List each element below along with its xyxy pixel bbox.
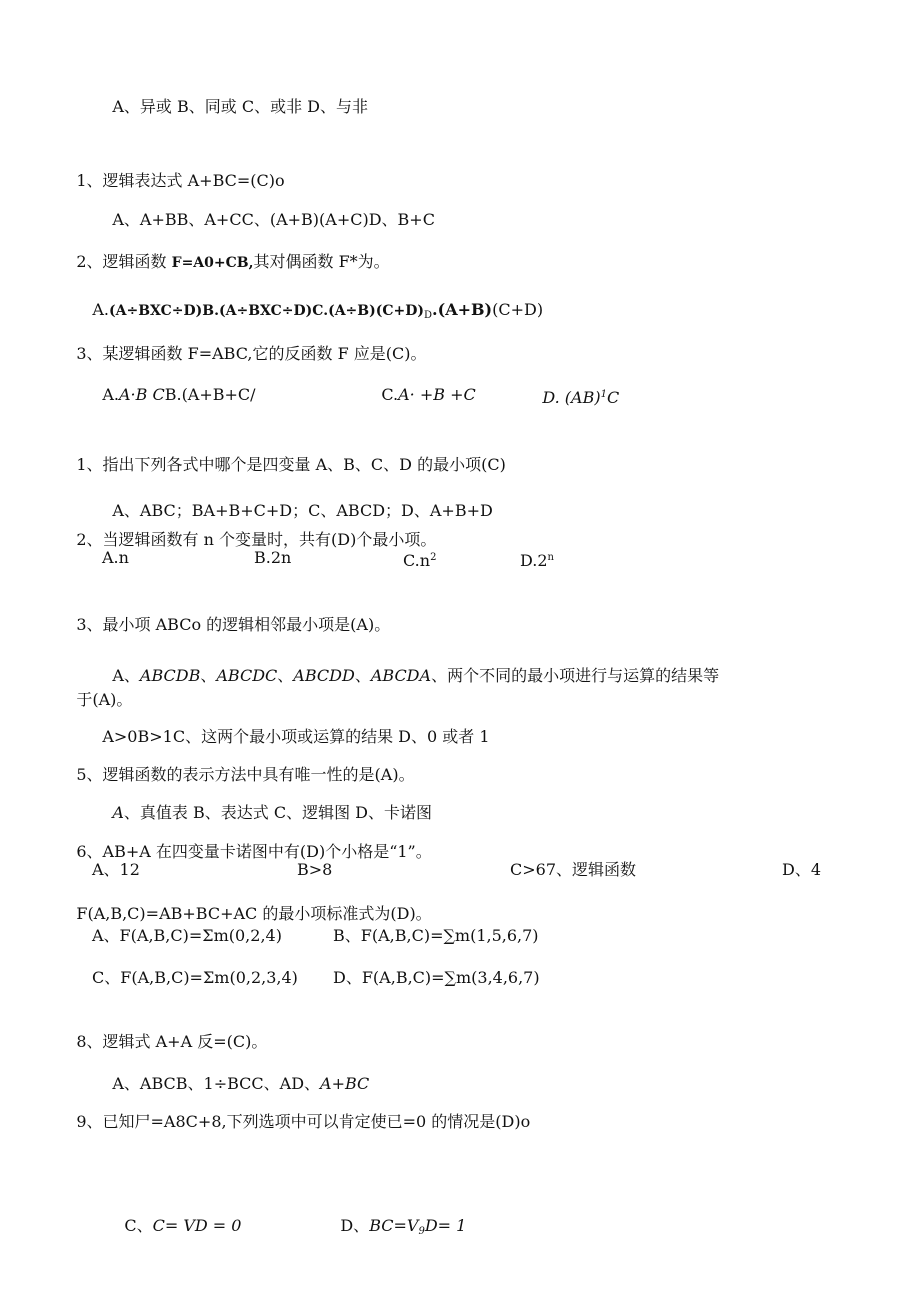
separator: 、 [354, 666, 371, 685]
option-c-n2 [403, 548, 436, 571]
option-c [361, 365, 476, 425]
option-a-12 [92, 860, 140, 880]
question-text: 5、逻辑函数的表示方法中具有唯一性的是(A)。 [76, 765, 415, 784]
function-expression: F=A0+CB, [171, 255, 254, 271]
options-line-6 [92, 646, 719, 706]
question-text: 、两个不同的最小项进行与运算的结果等 [431, 666, 720, 685]
option-expr: ABCDB [139, 666, 201, 685]
option-prefix: C、 [124, 1216, 153, 1235]
options-line-4 [82, 365, 256, 425]
option-b: B.(A+B+C/ [164, 385, 256, 404]
option-expr: A+BC [320, 1074, 370, 1093]
option-text: A、F(A,B,C)=Σm(0,2,4) [92, 926, 282, 945]
option-text: D.2 [520, 551, 548, 570]
question-text: 2、逻辑函数 [76, 252, 172, 271]
option-expr: ABCDD [293, 666, 355, 685]
option-text: C>67、逻辑函数 [510, 860, 637, 879]
option-d-value: D. (AB) [542, 388, 601, 407]
options-expression: (A÷BXC÷D)B.(A÷BXC÷D)C.(A÷B)(C+D) [108, 303, 425, 319]
superscript: n [547, 552, 554, 563]
option-a-n [102, 548, 129, 568]
subscript: 9 [418, 1226, 425, 1237]
separator: 、 [277, 666, 294, 685]
option-text: C、F(A,B,C)=Σm(0,2,3,4) [92, 968, 298, 987]
superscript: 1 [600, 389, 607, 400]
option-b-2n [254, 548, 291, 568]
option-text: B>8 [297, 860, 333, 879]
option-b-8 [297, 860, 332, 880]
option-expr: ABCDC [216, 666, 278, 685]
options-line-1 [92, 77, 368, 137]
option-b-sum [333, 926, 539, 946]
question-text: F(A,B,C)=AB+BC+AC 的最小项标准式为(D)。 [76, 904, 432, 923]
superscript: 2 [430, 552, 437, 563]
option-text: B、F(A,B,C)=∑m(1,5,6,7) [333, 926, 539, 945]
option-expr: ABCDA [370, 666, 432, 685]
question-text: 6、AB+A 在四变量卡诺图中有(D)个小格是“1”。 [76, 842, 432, 861]
option-expr-tail: D= 1 [424, 1216, 467, 1235]
question-text: 8、逻辑式 A+A 反=(C)。 [76, 1032, 268, 1051]
question-text: 于(A)。 [76, 690, 133, 709]
option-c-6 [510, 860, 636, 880]
subscript: D [424, 310, 433, 321]
option-d-4 [782, 860, 821, 880]
options-text: A、ABC；BA+B+C+D；C、ABCD；D、A+B+D [112, 501, 493, 520]
question-9-condition [56, 1092, 530, 1152]
option-text: D、F(A,B,C)=∑m(3,4,6,7) [333, 968, 540, 987]
question-text: 1、逻辑表达式 A+BC=(C)o [76, 171, 285, 190]
option-text: B.2n [254, 548, 292, 567]
option-c-value: A· +B +C [398, 385, 476, 404]
options-text: A>0B>1C、这两个最小项或运算的结果 D、0 或者 1 [102, 727, 490, 746]
option-d-tail: C [606, 388, 620, 407]
option-d-2n [520, 548, 554, 571]
option-prefix: D、 [340, 1216, 370, 1235]
option-text: A、12 [92, 860, 140, 879]
option-d-sum [333, 968, 540, 988]
question-text: 3、某逻辑函数 F=ABC,它的反函数 F 应是(C)。 [76, 344, 427, 363]
option-prefix: A [112, 803, 124, 822]
option-text: C.n [403, 551, 431, 570]
option-text: A.n [102, 548, 129, 567]
option-expr: BC=V [369, 1216, 419, 1235]
question-text: 2、当逻辑函数有 n 个变量时，共有(D)个最小项。 [76, 530, 437, 549]
options-text: A、异或 B、同或 C、或非 D、与非 [112, 97, 368, 116]
option-a-value: A·B C [118, 385, 165, 404]
option-c-label: C. [381, 385, 399, 404]
question-text: 9、已知尸=A8C+8,下列选项中可以肯定使已=0 的情况是(D)o [76, 1112, 531, 1131]
options-text: A、ABCB、1÷BCC、AD、 [112, 1074, 321, 1093]
options-text: 、真值表 B、表达式 C、逻辑图 D、卡诺图 [123, 803, 432, 822]
options-expression-2: .(A+B) [432, 300, 493, 319]
options-expression-3: (C+D) [492, 300, 544, 319]
separator: 、 [200, 666, 217, 685]
option-expr: C= VD = 0 [152, 1216, 242, 1235]
option-prefix: A. [92, 300, 109, 319]
question-text: 1、指出下列各式中哪个是四变量 A、B、C、D 的最小项(C) [76, 455, 506, 474]
option-a-sum [92, 926, 282, 946]
question-text-tail: 其对偶函数 F*为。 [253, 252, 390, 271]
option-c-condition [104, 1196, 241, 1256]
option-text: D、4 [782, 860, 822, 879]
option-d-condition [320, 1196, 466, 1262]
option-a-label: A. [102, 385, 119, 404]
question-text: 3、最小项 ABCo 的逻辑相邻最小项是(A)。 [76, 615, 391, 634]
option-prefix: A、 [112, 666, 140, 685]
option-c-sum [92, 968, 298, 988]
option-d [522, 365, 619, 428]
options-text: A、A+BB、A+CC、(A+B)(A+C)D、B+C [112, 210, 435, 229]
